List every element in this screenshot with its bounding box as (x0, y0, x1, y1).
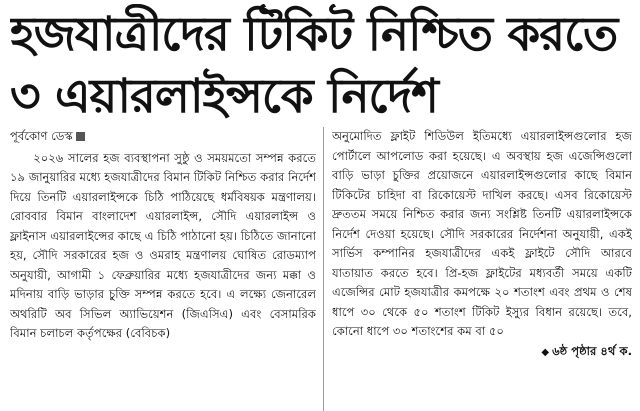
right-column-body: অনুমোদিত ফ্লাইট শিডিউল ইতিমধ্যে এয়ারলাইন্সগুলোর হজ পোর্টালে আপলোড করা হয়েছে। এ অবস্থায় হজ এজেন্সিগুলো বাড়ি ভাড়া চুক্তির প্রয়োজনে এয়ারলাইন্সগুলোর কাছে বিমান টিকিটের চাহিদা বা রিকোয়েস্ট দাখিল করছে। এসব রিকোয়েস্ট দ্রুততম সময়ে নিশ্চিত করার জন্য সংশ্লিষ্ট তিনটি এয়ারলাইন্সকে নির্দেশ দেওয়া হয়েছে। সৌদি সরকারের নির্দেশনা অনুযায়ী, একই সার্ভিস কম্পানির হজযাত্রীদের একই ফ্লাইটে সৌদি আরবে যাতায়াত করতে হবে। প্রি-হজ ফ্লাইটের মধ্যবর্তী সময়ে একটি এজেন্সির মোট হজযাত্রীর কমপক্ষে ২০ শতাংশ এবং প্রথম ও শেষ ধাপে ৩০ থেকে ৫০ শতাংশ টিকিট ইস্যুর বিধান রয়েছে। তবে, কোনো ধাপে ৩০ শতাংশের কম বা ৫০ (332, 129, 632, 338)
byline-text: পূর্বকোণ ডেস্ক (10, 129, 73, 143)
byline-square-icon (76, 132, 85, 141)
headline-line-2: ৩ এয়ারলাইন্সকে নির্দেশ (10, 69, 438, 124)
column-divider (323, 127, 324, 411)
headline (10, 4, 630, 128)
continuation-note (332, 342, 632, 363)
byline (10, 127, 316, 147)
right-column (332, 127, 632, 411)
left-column-body: ২০২৬ সালের হজ ব্যবস্থাপনা সুষ্ঠু ও সময়মতো সম্পন্ন করতে ১৯ জানুয়ারির মধ্যে হজযাত্রীদের বিমান টিকিট নিশ্চিত করার নির্দেশ দিয়ে তিনটি এয়ারলাইন্সকে চিঠি পাঠিয়েছে ধর্মবিষয়ক মন্ত্রণালয়। রোববার বিমান বাংলাদেশ এয়ারলাইন্স, সৌদি এয়ারলাইন্স ও ফ্লাইনাস এয়ারলাইন্সের কাছে এ চিঠি পাঠানো হয়। চিঠিতে জানানো হয়, সৌদি সরকারের হজ ও ওমরাহ মন্ত্রণালয় ঘোষিত রোডম্যাপ অনুযায়ী, আগামী ১ ফেব্রুয়ারির মধ্যে হজযাত্রীদের জন্য মক্কা ও মদিনায় বাড়ি ভাড়ার চুক্তি সম্পন্ন করতে হবে। এ লক্ষ্যে জেনারেল অথরিটি অব সিভিল অ্যাভিয়েশন (জিএসিএ) এবং বেসামরিক বিমান চলাচল কর্তৃপক্ষের (বেবিচক) (10, 150, 316, 340)
diamond-icon: ◆ (541, 346, 550, 358)
left-column (10, 127, 316, 411)
continuation-text: ৬ষ্ঠ পৃষ্ঠার ৪র্থ ক. (552, 343, 632, 358)
headline-line-1: হজযাত্রীদের টিকিট নিশ্চিত করতে (10, 7, 618, 62)
